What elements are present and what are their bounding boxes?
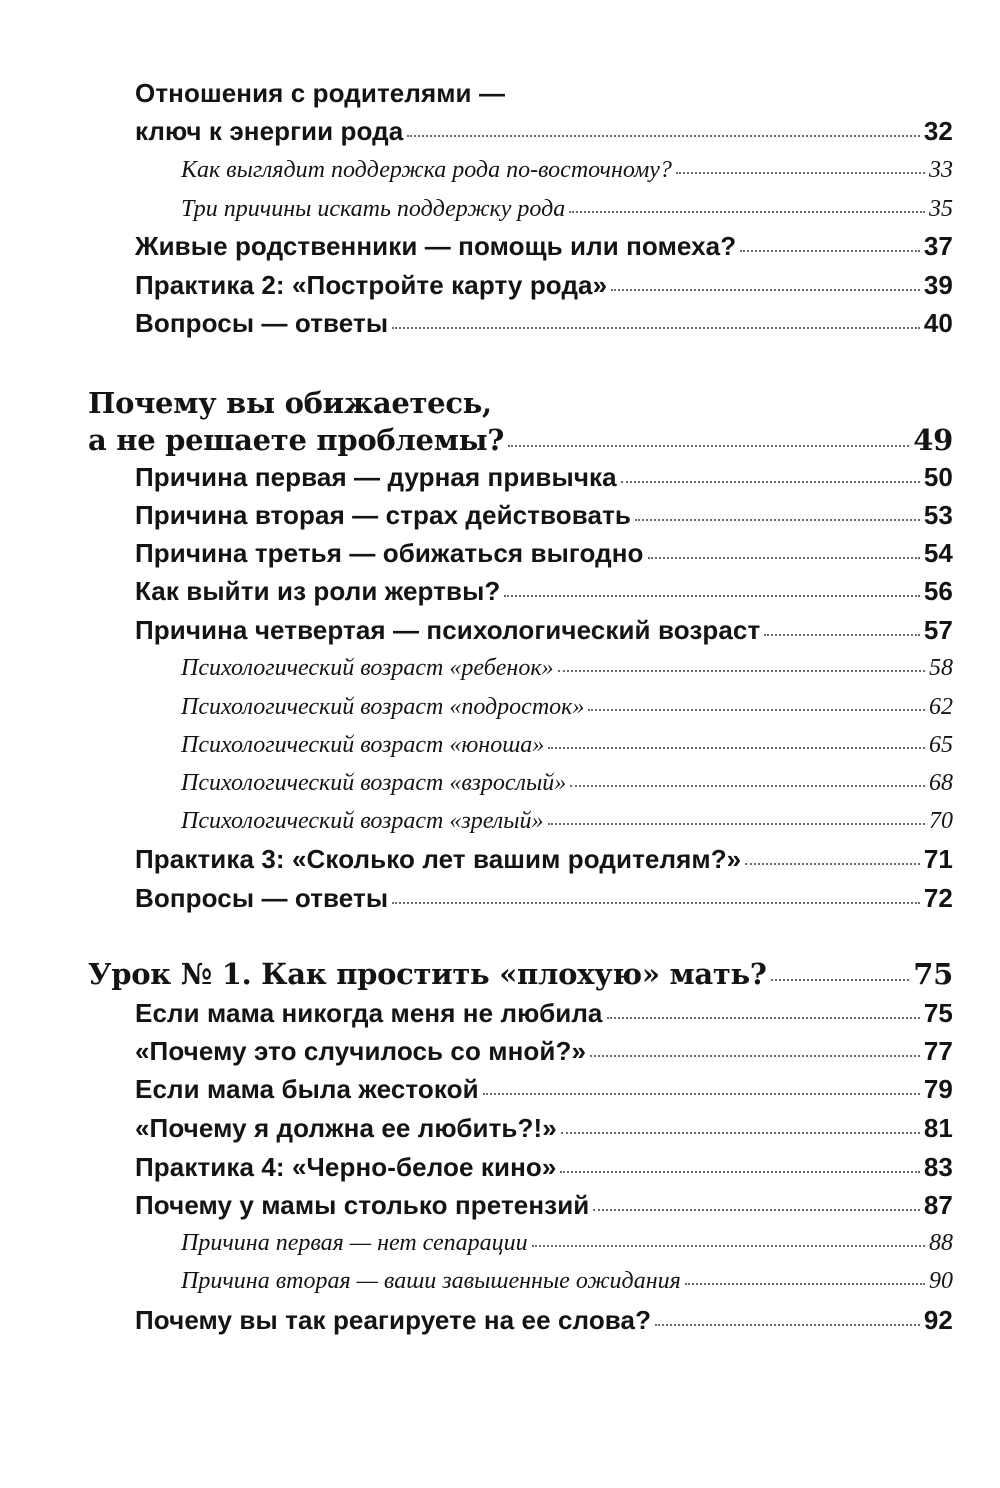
toc-entry-title: Психологический возраст «зрелый» (181, 808, 544, 834)
dot-leader (588, 709, 925, 711)
toc-entry-page: 81 (923, 1113, 953, 1143)
toc-entry-title: Психологический возраст «взрослый» (181, 770, 567, 796)
toc-entry (135, 231, 953, 262)
toc-subentry (181, 157, 953, 184)
toc-entry-page: 87 (923, 1190, 953, 1220)
toc-entry-page: 50 (923, 462, 953, 492)
toc-entry (135, 1190, 953, 1221)
toc-subentry (181, 808, 953, 835)
chapter-heading (88, 957, 953, 991)
toc-entry (135, 1036, 953, 1067)
toc-entry (135, 462, 953, 493)
dot-leader (483, 1093, 920, 1095)
dot-leader (532, 1245, 925, 1247)
toc-entry-title: Причина первая — дурная привычка (135, 462, 617, 492)
dot-leader (593, 1209, 920, 1211)
toc-entry-page: 62 (929, 694, 953, 720)
toc-entry-page: 40 (923, 308, 953, 338)
dot-leader (685, 1283, 925, 1285)
chapter-title: а не решаете проблемы? (88, 423, 505, 457)
toc-entry-page: 33 (929, 157, 953, 183)
dot-leader (648, 557, 920, 559)
toc-entry-title: Практика 3: «Сколько лет вашим родителям?» (135, 844, 742, 874)
toc-entry (135, 998, 953, 1029)
toc-entry-page: 92 (923, 1305, 953, 1335)
dot-leader (745, 863, 920, 865)
toc-entry (135, 844, 953, 875)
toc-subentry (181, 694, 953, 721)
toc-entry-page: 75 (923, 998, 953, 1028)
chapter-title: Урок № 1. Как простить «плохую» мать? (88, 957, 767, 991)
toc-entry (135, 1152, 953, 1183)
dot-leader (504, 595, 920, 597)
toc-entry-title: Почему вы так реагируете на ее слова? (135, 1305, 652, 1335)
dot-leader (676, 172, 925, 174)
toc-entry-page: 68 (929, 770, 953, 796)
toc-entry-title-line1: Отношения с родителями — (135, 78, 506, 108)
toc-entry (135, 576, 953, 607)
toc-entry-page: 88 (929, 1230, 953, 1256)
dot-leader (570, 785, 925, 787)
toc-entry-title: Вопросы — ответы (135, 883, 389, 913)
toc-subentry (181, 196, 953, 223)
toc-entry-title: Причина первая — нет сепарации (181, 1230, 528, 1256)
dot-leader (590, 1055, 920, 1057)
dot-leader (764, 634, 920, 636)
toc-entry-title: «Почему это случилось со мной?» (135, 1036, 587, 1066)
toc-entry (135, 615, 953, 646)
toc-entry-page: 65 (929, 732, 953, 758)
chapter-page: 75 (913, 957, 953, 991)
dot-leader (740, 250, 920, 252)
toc-entry-page: 54 (923, 538, 953, 568)
toc-entry-page: 35 (929, 196, 953, 222)
toc-entry (135, 1074, 953, 1105)
toc-entry-title: Причина вторая — ваши завышенные ожидания (181, 1268, 681, 1294)
toc-subentry (181, 770, 953, 797)
toc-entry-title: Вопросы — ответы (135, 308, 389, 338)
toc-entry (135, 1305, 953, 1336)
toc-entry-page: 83 (923, 1152, 953, 1182)
toc-subentry (181, 1268, 953, 1295)
toc-entry-title: Живые родственники — помощь или помеха? (135, 231, 737, 261)
dot-leader (392, 902, 920, 904)
toc-entry-title: Причина третья — обижаться выгодно (135, 538, 644, 568)
toc-entry-title: Психологический возраст «подросток» (181, 694, 585, 720)
toc-entry (135, 500, 953, 531)
toc-subentry (181, 732, 953, 759)
toc-entry-page: 53 (923, 500, 953, 530)
toc-entry-title: Если мама была жестокой (135, 1074, 479, 1104)
toc-entry-page: 90 (929, 1268, 953, 1294)
dot-leader (635, 519, 920, 521)
toc-entry (135, 116, 953, 147)
dot-leader (771, 979, 910, 981)
toc-entry (135, 270, 953, 301)
toc-entry (135, 308, 953, 339)
chapter-heading (88, 423, 953, 457)
toc-entry-title: Три причины искать поддержку рода (181, 196, 566, 222)
toc-entry-page: 72 (923, 883, 953, 913)
toc-entry-page: 37 (923, 231, 953, 261)
toc-entry-title: Как выглядит поддержка рода по-восточному? (181, 157, 672, 183)
toc-entry-page: 71 (923, 844, 953, 874)
toc-entry-page: 57 (923, 615, 953, 645)
toc-entry-title: Почему у мамы столько претензий (135, 1190, 590, 1220)
dot-leader (611, 289, 920, 291)
toc-entry-title: Психологический возраст «юноша» (181, 732, 545, 758)
dot-leader (407, 135, 920, 137)
toc-entry (135, 1113, 953, 1144)
toc-entry-page: 39 (923, 270, 953, 300)
chapter-page: 49 (913, 423, 953, 457)
toc-entry-title: Как выйти из роли жертвы? (135, 576, 501, 606)
toc-entry-title: Если мама никогда меня не любила (135, 998, 603, 1028)
dot-leader (607, 1017, 920, 1019)
dot-leader (508, 445, 909, 447)
toc-entry-page: 79 (923, 1074, 953, 1104)
dot-leader (569, 211, 925, 213)
dot-leader (655, 1324, 920, 1326)
dot-leader (621, 481, 920, 483)
dot-leader (392, 327, 920, 329)
toc-entry-title: Причина вторая — страх действовать (135, 500, 631, 530)
dot-leader (558, 670, 925, 672)
toc-entry-title: «Почему я должна ее любить?!» (135, 1113, 557, 1143)
dot-leader (561, 1132, 920, 1134)
toc-subentry (181, 1230, 953, 1257)
dot-leader (548, 823, 926, 825)
toc-subentry (181, 655, 953, 682)
dot-leader (560, 1171, 919, 1173)
toc-entry-page: 58 (929, 655, 953, 681)
toc-entry-page: 56 (923, 576, 953, 606)
toc-entry-title: Психологический возраст «ребенок» (181, 655, 554, 681)
dot-leader (548, 747, 925, 749)
toc-entry-title: Причина четвертая — психологический возраст (135, 615, 761, 645)
toc-entry-page: 70 (929, 808, 953, 834)
toc-entry (135, 538, 953, 569)
toc-entry-page: 77 (923, 1036, 953, 1066)
toc-entry-page: 32 (923, 116, 953, 146)
chapter-heading-line1: Почему вы обижаетесь, (88, 386, 492, 420)
toc-entry-title: Практика 4: «Черно-белое кино» (135, 1152, 557, 1182)
toc-entry-title: Практика 2: «Постройте карту рода» (135, 270, 608, 300)
toc-entry (135, 883, 953, 914)
toc-entry-title: ключ к энергии рода (135, 116, 404, 146)
